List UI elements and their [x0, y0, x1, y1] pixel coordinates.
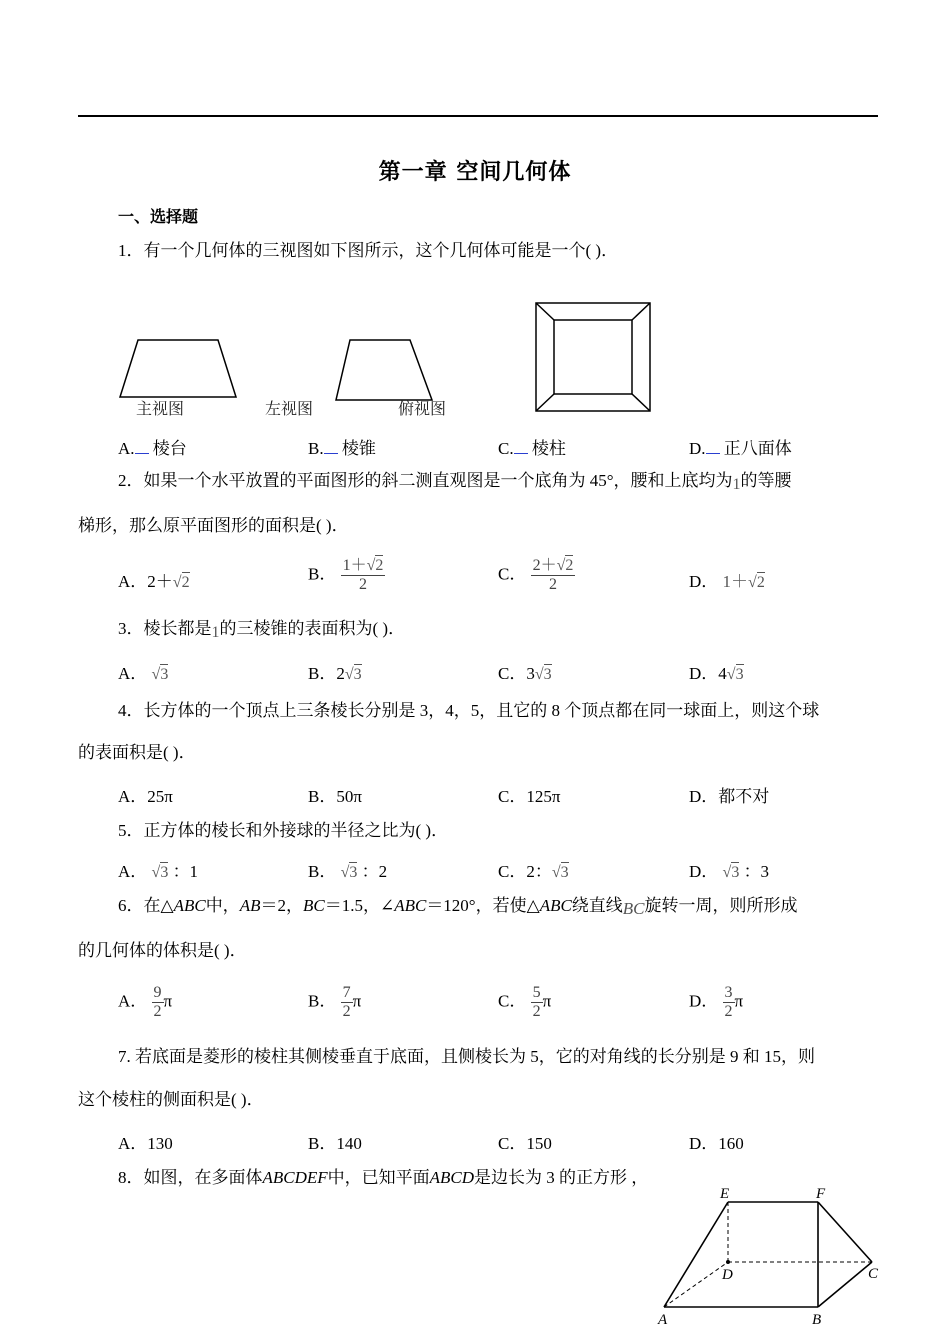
q7-option-a: A．130: [118, 1134, 173, 1153]
q5-option-a: A． √3 ：1: [118, 862, 199, 881]
header-rule: [78, 115, 878, 117]
q1-option-d: D. 正八面体: [689, 439, 792, 458]
q4-option-c: C．125π: [498, 787, 561, 806]
q2-option-a: A．2＋√2: [118, 572, 190, 591]
q2-option-c: C． $\frac{2+√2}{2}$: [498, 557, 574, 593]
top-view-square: [536, 303, 650, 411]
q4-option-b: B．50π: [308, 787, 362, 806]
q2-line2: 梯形，那么原平面图形的面积是( )．: [78, 516, 349, 535]
q4-option-a: A．25π: [118, 787, 173, 806]
q4-option-d: D．都不对: [689, 787, 770, 806]
q2-option-d: D． 1＋√2: [689, 572, 765, 591]
q6-option-d: D． $\frac{3}{2}$ π: [689, 984, 744, 1020]
q5-option-c: C．2：√3: [498, 862, 569, 881]
q6-option-c: C． $\frac{5}{2}$ π: [498, 984, 552, 1020]
chapter-title: 第一章 空间几何体: [378, 160, 572, 185]
point-c-label: C: [868, 1266, 879, 1282]
section-heading: 一、选择题: [118, 207, 199, 226]
front-view-label: 主视图: [136, 401, 185, 418]
point-f-label: F: [816, 1186, 826, 1202]
side-view-trapezoid: [336, 340, 432, 400]
front-view-trapezoid: [120, 340, 236, 397]
q6-option-b: B． $\frac{7}{2}$ π: [308, 984, 362, 1020]
q2-option-b: B． $\frac{1+√2}{2}$: [308, 557, 384, 593]
q1-option-c: C. 棱柱: [498, 439, 566, 458]
top-view-label: 俯视图: [398, 401, 447, 418]
q4-line1: 4．长方体的一个顶点上三条棱长分别是 3，4，5，且它的 8 个顶点都在同一球面上，则这个球: [118, 701, 820, 720]
q1-option-b: B. 棱锥: [308, 439, 376, 458]
q3-option-c: C．3√3: [498, 664, 552, 683]
q5-stem: 5．正方体的棱长和外接球的半径之比为( )．: [118, 821, 449, 840]
q6-option-a: A． $\frac{9}{2}$ π: [118, 984, 173, 1020]
q3-stem: 3．棱长都是1的三棱锥的表面积为( )．: [118, 619, 406, 641]
q7-option-b: B．140: [308, 1134, 362, 1153]
q7-line2: 这个棱柱的侧面积是( )．: [78, 1090, 264, 1109]
q1-three-views-figure: [110, 295, 670, 420]
q3-option-d: D．4√3: [689, 664, 744, 683]
point-e-label: E: [720, 1186, 730, 1202]
q1-stem: 1．有一个几何体的三视图如下图所示，这个几何体可能是一个( )．: [118, 241, 619, 260]
q6-line2: 的几何体的体积是( )．: [78, 941, 247, 960]
q7-line1: 7. 若底面是菱形的棱柱其侧棱垂直于底面，且侧棱长为 5，它的对角线的长分别是 9 和 15，则: [118, 1047, 815, 1066]
point-a-label: A: [658, 1312, 668, 1328]
q6-line1: 6．在△ABC中，AB＝2，BC＝1.5，∠ABC＝120°，若使△ABC绕直线BC旋转一周，则所形成: [118, 896, 798, 918]
q1-option-a: A. 棱台: [118, 439, 187, 458]
point-d-label: D: [722, 1267, 733, 1283]
q7-option-d: D．160: [689, 1134, 744, 1153]
point-b-label: B: [812, 1312, 822, 1328]
side-view-label: 左视图: [265, 401, 314, 418]
q8-stem: 8．如图，在多面体ABCDEF中，已知平面ABCD是边长为 3 的正方形 ，: [118, 1168, 649, 1187]
q5-option-b: B． √3 ：2: [308, 862, 388, 881]
q5-option-d: D． √3 ：3: [689, 862, 770, 881]
q4-line2: 的表面积是( )．: [78, 743, 196, 762]
q3-option-a: A． √3: [118, 664, 169, 683]
q7-option-c: C．150: [498, 1134, 552, 1153]
q2-line1: 2．如果一个水平放置的平面图形的斜二测直观图是一个底角为 45°，腰和上底均为1的等腰: [118, 471, 792, 493]
q3-option-b: B．2√3: [308, 664, 362, 683]
q8-polyhedron-figure: [650, 1182, 890, 1342]
